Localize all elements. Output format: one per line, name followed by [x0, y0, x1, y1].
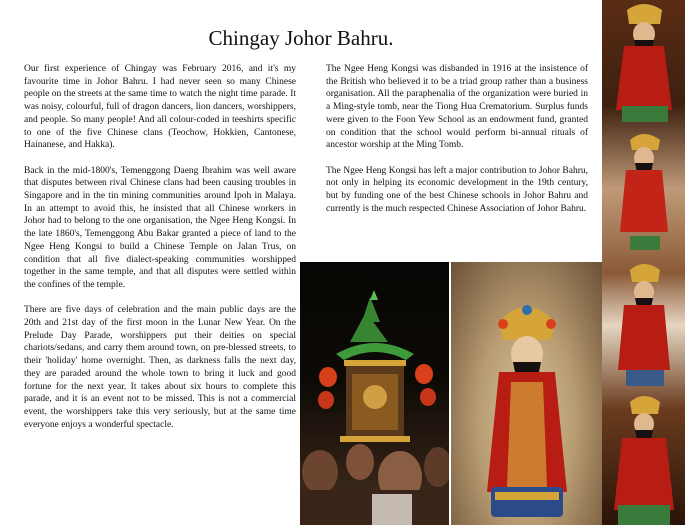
paragraph-celebration: There are five days of celebration and the main public days are the 20th and 21st day of the first moon in the Lunar New Year. On the Prelude Day Parade, worshippers put their deities on special chariots/sedans, and carry them around town, on pre-blessed streets, to their 'holiday' home overnight. Then, as darkness falls the next day, they are paraded around the whole town to bring it luck and good fortune for the next year. It takes about six hours to complete this parade, and it is an event not to be missed. This is not a commercial event, the worshippers take this very seriously, but at the same time everyone enjoys a wonderful spectacle.	[24, 305, 296, 430]
parade-photo	[300, 262, 449, 525]
deity-strip-photos	[602, 0, 685, 525]
paragraph-history: Back in the mid-1800's, Temenggong Daeng Ibrahim was well aware that disputes between rival Chinese clans had been causing troubles in Singapore and in the tin mining communities around Ipoh in Malaya. In an attempt to avoid this, he insisted that all Chinese workers in Johor had to belong to the one organisation, the Ngee Heng Kongsi. In the late 1860's, Temenggong Abu Bakar granted a piece of land to the Ngee Heng Kongsi to build a Chinese Temple on Jalan Trus, on condition that all five dialect-speaking communities worshipped together in the same temple, and that all disputes were settled within the confines of the temple.	[24, 165, 296, 290]
paragraph-chingay-intro: Our first experience of Chingay was February 2016, and it's my favourite time in Johor Bahru. I had never seen so many Chinese people on the streets at the same time to watch the night time parade. It was noisy, colourful, full of dragon dancers, lion dancers, worshippers, and people. So many people! And all colour-coded in teeshirts specific to one of the five Chinese clans (Teochow, Hokkien, Cantonese, Hainanese, and Hakka).	[24, 64, 296, 151]
paragraph-contribution: The Ngee Heng Kongsi has left a major contribution to Johor Bahru, not only in helping its economic development in the 19th century, but by funding one of the best Chinese schools in Johor Bahru and currently is the much respected Chinese Association of Johor Bahru.	[326, 165, 588, 214]
left-column	[24, 63, 296, 444]
page-title: Chingay Johor Bahru.	[208, 26, 394, 50]
parade-illustration	[300, 262, 449, 525]
deity-statue-photo	[451, 262, 602, 525]
paragraph-disbanded: The Ngee Heng Kongsi was disbanded in 1916 at the insistence of the British who believed it to be a triad group rather than a business organisation. All the paraphenalia of the organization were buried in a Ming-style tomb, near the Tiong Hua Crematorium. Surplus funds were given to the Foon Yew School as an endowment fund, granted on condition that the school would perform bi-annual rituals of ancestor worship at the Ming Tomb.	[326, 64, 588, 151]
deity-strip-illustration	[602, 0, 685, 525]
deity-illustration	[451, 262, 602, 525]
right-column	[326, 63, 588, 228]
